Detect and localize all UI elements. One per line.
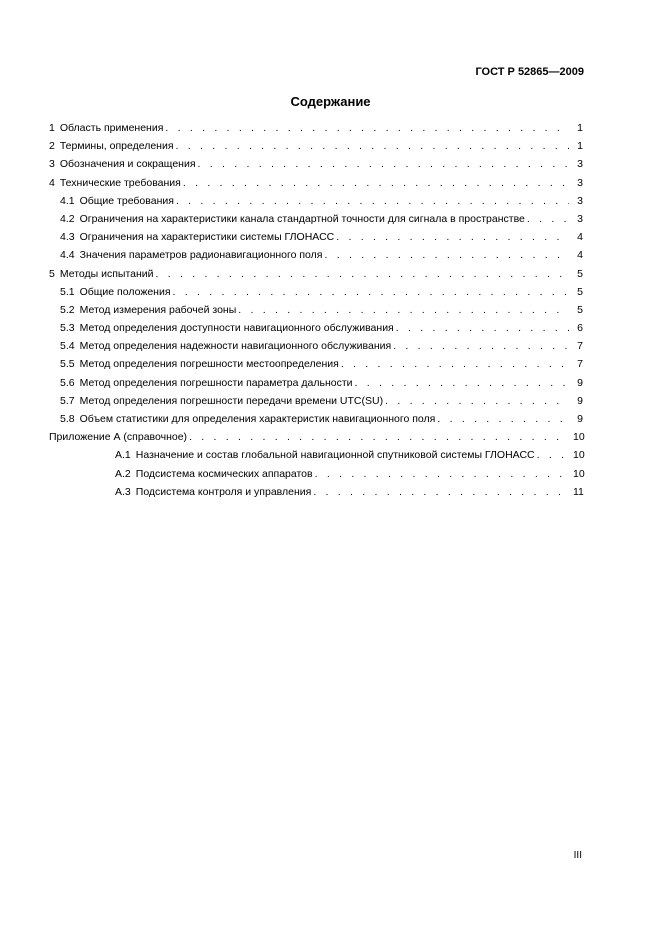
toc-entry-title: Технические требования	[59, 176, 181, 189]
toc-entry-number: 5.4	[60, 340, 75, 353]
toc-entry-page: 10	[573, 467, 585, 480]
toc-entry-number: А.3	[115, 485, 131, 498]
toc-dot-leader	[385, 394, 569, 408]
toc-dot-leader	[238, 303, 569, 317]
toc-entry-title: Метод измерения рабочей зоны	[79, 303, 237, 316]
toc-entry[interactable]	[49, 376, 583, 394]
toc-entry[interactable]	[49, 357, 583, 375]
toc-entry-page: 3	[577, 194, 583, 207]
toc-entry[interactable]	[49, 267, 583, 285]
toc-entry-number: 5.2	[60, 303, 75, 316]
toc-entry-page: 9	[577, 413, 583, 425]
toc-dot-leader	[324, 248, 569, 262]
toc-entry-title: Подсистема космических аппаратов	[135, 467, 313, 480]
toc-entry-title: Ограничения на характеристики канала стандартной точности для сигнала в пространстве	[79, 212, 525, 225]
toc-entry[interactable]	[49, 430, 583, 448]
toc-entry-page: 3	[577, 176, 583, 189]
toc-entry-title: Общие требования	[79, 194, 174, 207]
toc-entry-number: А.2	[115, 467, 131, 480]
toc-entry[interactable]	[49, 448, 583, 466]
toc-entry-title: Метод определения надежности навигационного обслуживания	[79, 340, 392, 353]
toc-entry-page: 4	[577, 231, 583, 244]
toc-dot-leader	[176, 194, 569, 208]
toc-entry-number: 5.5	[60, 358, 75, 371]
toc-entry[interactable]	[49, 176, 583, 194]
toc-dot-leader	[393, 339, 569, 353]
toc-dot-leader	[315, 467, 569, 481]
toc-entry-number: 4.3	[60, 231, 75, 244]
toc-dot-leader	[173, 285, 569, 299]
toc-entry-page: 10	[573, 449, 585, 462]
toc-entry-number: 2	[49, 140, 55, 153]
toc-entry-title: Метод определения погрешности параметра дальности	[79, 376, 353, 389]
toc-dot-leader	[396, 321, 569, 335]
toc-entry-number: 5.7	[60, 394, 75, 407]
toc-entry-title: Значения параметров радионавигационного поля	[79, 249, 323, 262]
toc-entry-page: 5	[577, 285, 583, 298]
toc-entry[interactable]	[49, 139, 583, 157]
toc-entry[interactable]	[49, 230, 583, 248]
toc-dot-leader	[198, 157, 569, 171]
toc-entry-number: 4.2	[60, 212, 75, 225]
toc-entry-title: Объем статистики для определения характеристик навигационного поля	[79, 413, 436, 425]
toc-entry-number: 5	[49, 267, 55, 280]
toc-entry[interactable]	[49, 412, 583, 430]
toc-entry-number: 5.6	[60, 376, 75, 389]
toc-entry-page: 1	[577, 122, 583, 134]
toc-entry[interactable]	[49, 157, 583, 175]
toc-entry[interactable]	[49, 394, 583, 412]
document-standard-code: ГОСТ Р 52865—2009	[475, 66, 584, 78]
toc-entry-number: 3	[49, 158, 55, 171]
toc-entry[interactable]	[49, 467, 583, 485]
toc-entry-number: 5.8	[60, 413, 75, 425]
toc-entry-page: 3	[577, 212, 583, 225]
toc-dot-leader	[165, 121, 569, 135]
toc-dot-leader	[156, 267, 570, 281]
toc-entry-title: Область применения	[59, 122, 164, 134]
toc-entry-title: Ограничения на характеристики системы ГЛОНАСС	[79, 231, 335, 244]
toc-entry[interactable]	[49, 194, 583, 212]
toc-entry-page: 4	[577, 249, 583, 262]
toc-entry-page: 5	[577, 267, 583, 280]
toc-dot-leader	[527, 212, 569, 226]
toc-entry-page: 1	[577, 140, 583, 153]
toc-entry-title: Подсистема контроля и управления	[135, 485, 312, 498]
toc-dot-leader	[355, 376, 569, 390]
toc-entry-number: 1	[49, 122, 55, 134]
toc-dot-leader	[341, 357, 569, 371]
toc-dot-leader	[189, 430, 569, 444]
toc-entry-number: 5.1	[60, 285, 75, 298]
toc-entry[interactable]	[49, 248, 583, 266]
toc-entry[interactable]	[49, 339, 583, 357]
toc-entry-number: 4.1	[60, 194, 75, 207]
page-number: III	[573, 850, 582, 861]
toc-dot-leader	[183, 176, 569, 190]
toc-entry-number: А.1	[115, 449, 131, 462]
toc-entry-title: Методы испытаний	[59, 267, 154, 280]
toc-entry-title: Общие положения	[79, 285, 171, 298]
toc-entry-page: 5	[577, 303, 583, 316]
toc-entry[interactable]	[49, 285, 583, 303]
toc-entry[interactable]	[49, 121, 583, 139]
toc-entry-page: 7	[577, 340, 583, 353]
toc-entry-page: 11	[573, 485, 584, 498]
toc-dot-leader	[313, 485, 569, 499]
toc-entry-page: 3	[577, 158, 583, 171]
page-title: Содержание	[290, 94, 371, 109]
toc-entry[interactable]	[49, 321, 583, 339]
toc-entry-page: 10	[573, 431, 585, 444]
toc-dot-leader	[336, 230, 569, 244]
toc-entry-page: 9	[577, 394, 583, 407]
toc-entry[interactable]	[49, 485, 583, 503]
toc-dot-leader	[537, 448, 569, 462]
toc-entry[interactable]	[49, 212, 583, 230]
toc-entry-number: 4	[49, 176, 55, 189]
toc-entry-title: Назначение и состав глобальной навигационной спутниковой системы ГЛОНАСС	[135, 449, 535, 462]
toc-entry-page: 9	[577, 376, 583, 389]
toc-entry-number: 5.3	[60, 322, 75, 335]
toc-entry-title: Термины, определения	[59, 140, 174, 153]
toc-entry-title: Метод определения погрешности местоопределения	[79, 358, 339, 371]
toc-entry-title: Метод определения доступности навигационного обслуживания	[79, 322, 394, 335]
toc-entry[interactable]	[49, 303, 583, 321]
table-of-contents	[49, 121, 583, 503]
toc-entry-page: 6	[577, 322, 583, 335]
toc-dot-leader	[437, 412, 569, 426]
toc-entry-number: 4.4	[60, 249, 75, 262]
toc-entry-title: Метод определения погрешности передачи времени UTC(SU)	[79, 394, 384, 407]
toc-entry-title: Приложение А (справочное)	[49, 431, 188, 444]
toc-entry-page: 7	[577, 358, 583, 371]
toc-dot-leader	[176, 139, 569, 153]
toc-entry-title: Обозначения и сокращения	[59, 158, 196, 171]
